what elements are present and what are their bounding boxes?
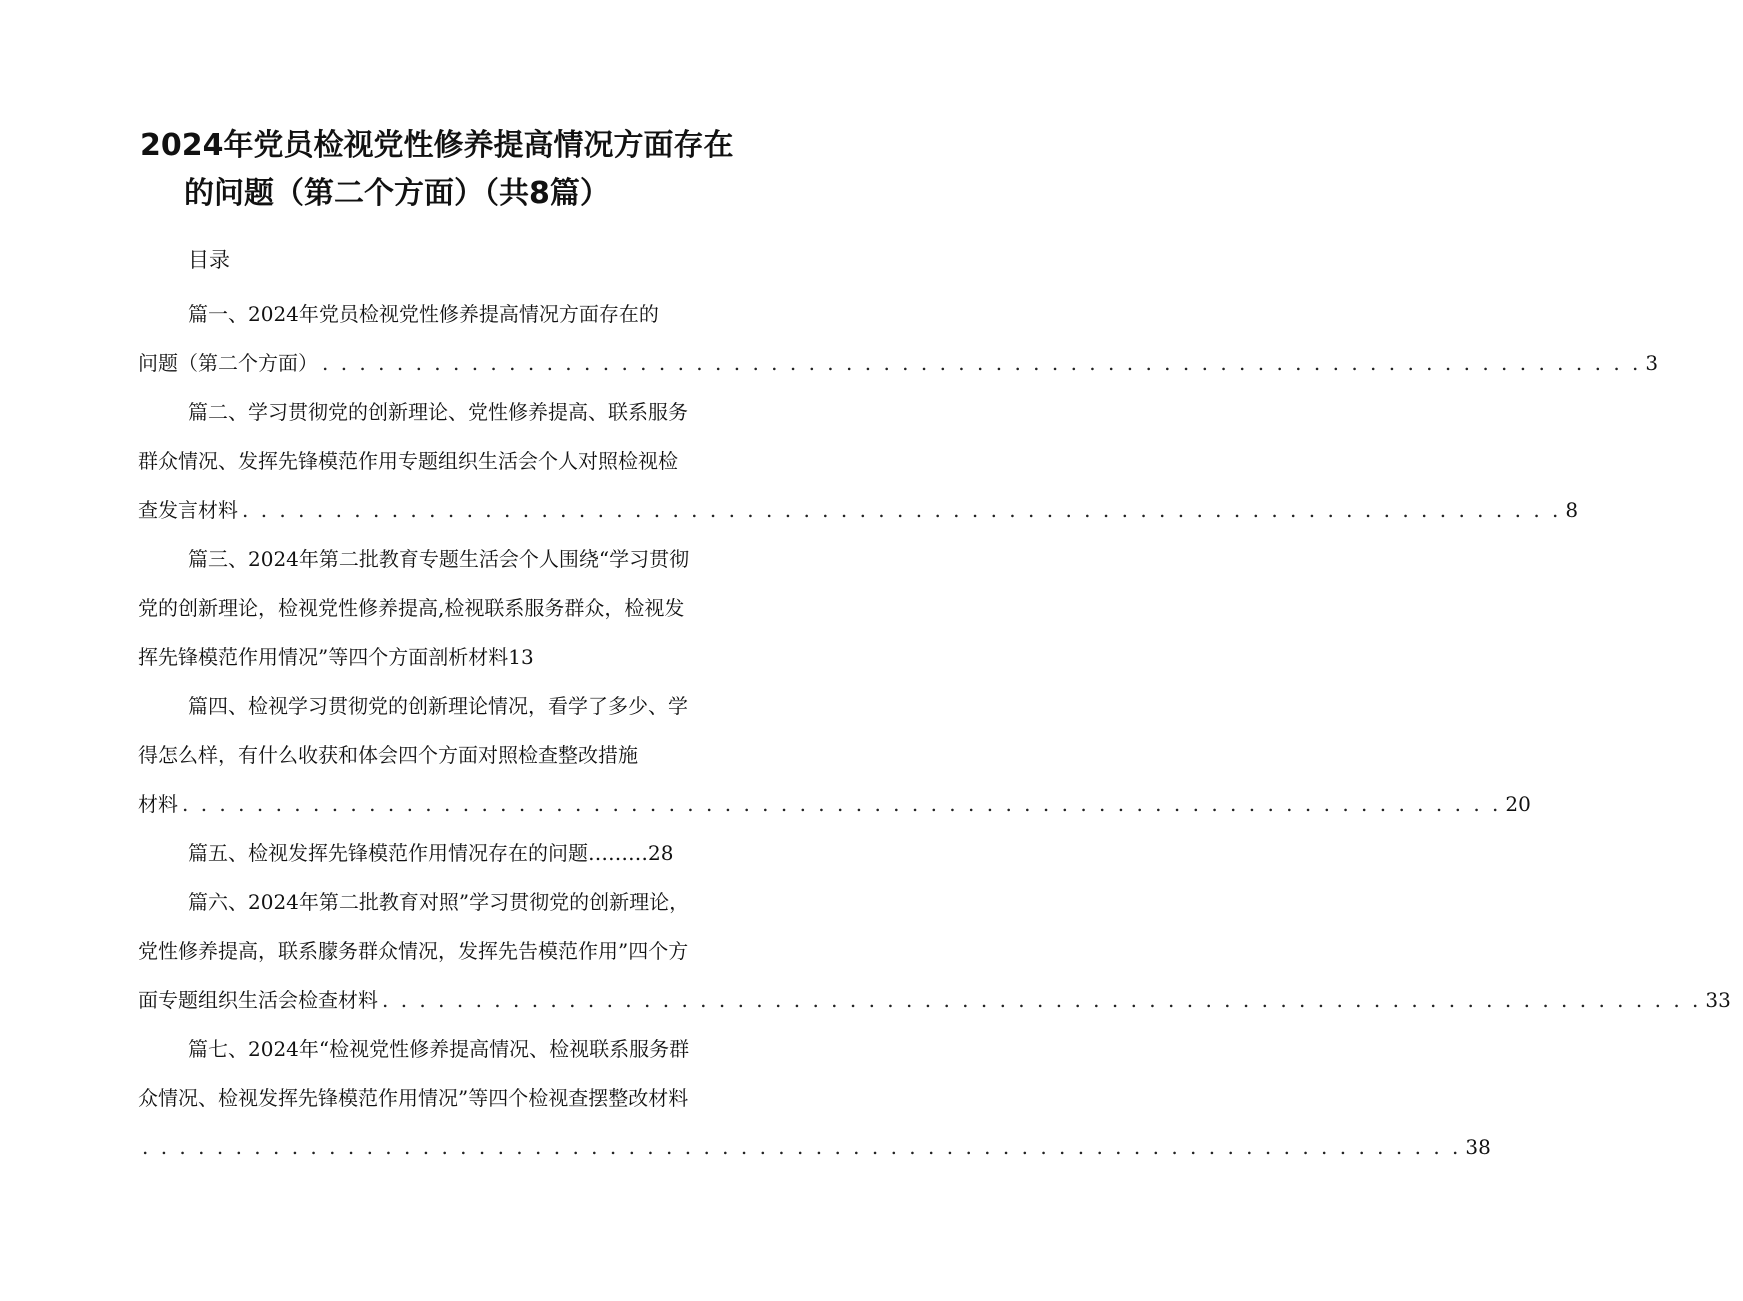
toc-entry[interactable] — [138, 388, 1579, 535]
toc-entry-last-line: 问题（第二个方面） — [138, 351, 318, 375]
toc-entry-line: 篇六、2024年第二批教育对照”学习贯彻党的创新理论， — [188, 890, 690, 914]
title-line-1: 2024年党员检视党性修养提高情况方面存在 — [140, 128, 734, 163]
toc-entry[interactable] — [138, 682, 1531, 829]
toc-entry-leader-row — [138, 780, 1531, 829]
title-line-2: 的问题（第二个方面）（共8篇） — [184, 176, 610, 211]
toc-entry-last-line: 查发言材料 — [138, 498, 238, 522]
dot-leader: . . . . . . . . . . . . . . . . . . . . . . . . . . . . . . . . . . . . . . . . . . . . . . . . . . . . . . . . . . . . . . . . . . . . . . . — [322, 351, 1642, 375]
toc-entry-line: 挥先锋模范作用情况”等四个方面剖析材料13 — [138, 645, 534, 669]
toc-heading: 目录 — [188, 248, 230, 272]
toc-entry-leader-row — [138, 339, 1659, 388]
dot-leader: . . . . . . . . . . . . . . . . . . . . . . . . . . . . . . . . . . . . . . . . . . . . . . . . . . . . . . . . . . . . . . . . . . . . . . . — [242, 498, 1562, 522]
toc-entry[interactable] — [138, 1025, 1491, 1172]
toc-entry-line: 篇七、2024年“检视党性修养提高情况、检视联系服务群 — [188, 1037, 690, 1061]
toc-entry-line: 众情况、检视发挥先锋模范作用情况”等四个检视查摆整改材料 — [138, 1086, 689, 1110]
toc-entry-line: 篇一、2024年党员检视党性修养提高情况方面存在的 — [188, 302, 659, 326]
dot-leader: . . . . . . . . . . . . . . . . . . . . . . . . . . . . . . . . . . . . . . . . . . . . . . . . . . . . . . . . . . . . . . . . . . . . . . . — [382, 988, 1702, 1012]
dot-leader: . . . . . . . . . . . . . . . . . . . . . . . . . . . . . . . . . . . . . . . . . . . . . . . . . . . . . . . . . . . . . . . . . . . . . . . — [182, 792, 1502, 816]
page-number: 20 — [1505, 792, 1531, 816]
toc-entry-line: 群众情况、发挥先锋模范作用专题组织生活会个人对照检视检 — [138, 449, 678, 473]
page-number: 33 — [1705, 988, 1731, 1012]
toc-entry[interactable] — [138, 535, 788, 682]
toc-entry-line: 篇五、检视发挥先锋模范作用情况存在的问题………28 — [188, 841, 674, 865]
toc-entry-line: 党性修养提高，联系朦务群众情况，发挥先告模范作用”四个方 — [138, 939, 689, 963]
toc-entry-line: 篇三、2024年第二批教育专题生活会个人围绕“学习贯彻 — [188, 547, 690, 571]
toc-entry-line: 党的创新理论，检视党性修养提高,检视联系服务群众，检视发 — [138, 596, 685, 620]
page-number: 38 — [1465, 1135, 1491, 1159]
toc-entry[interactable] — [138, 290, 1659, 388]
toc-entry[interactable] — [138, 829, 788, 878]
toc-entry-last-line: 面专题组织生活会检查材料 — [138, 988, 378, 1012]
page-number: 8 — [1565, 498, 1579, 522]
dot-leader: . . . . . . . . . . . . . . . . . . . . . . . . . . . . . . . . . . . . . . . . . . . . . . . . . . . . . . . . . . . . . . . . . . . . . . . — [142, 1135, 1462, 1159]
toc-entry-leader-row — [138, 976, 1731, 1025]
page-number: 3 — [1645, 351, 1659, 375]
table-of-contents — [138, 290, 1731, 1172]
toc-entry-line: 篇四、检视学习贯彻党的创新理论情况，看学了多少、学 — [188, 694, 688, 718]
document-title — [140, 122, 790, 218]
toc-entry[interactable] — [138, 878, 1731, 1025]
toc-entry-leader-row — [138, 1123, 1491, 1172]
toc-entry-line: 得怎么样，有什么收获和体会四个方面对照检查整改措施 — [138, 743, 638, 767]
toc-entry-last-line: 材料 — [138, 792, 178, 816]
toc-entry-leader-row — [138, 486, 1579, 535]
toc-entry-line: 篇二、学习贯彻党的创新理论、党性修养提高、联系服务 — [188, 400, 688, 424]
